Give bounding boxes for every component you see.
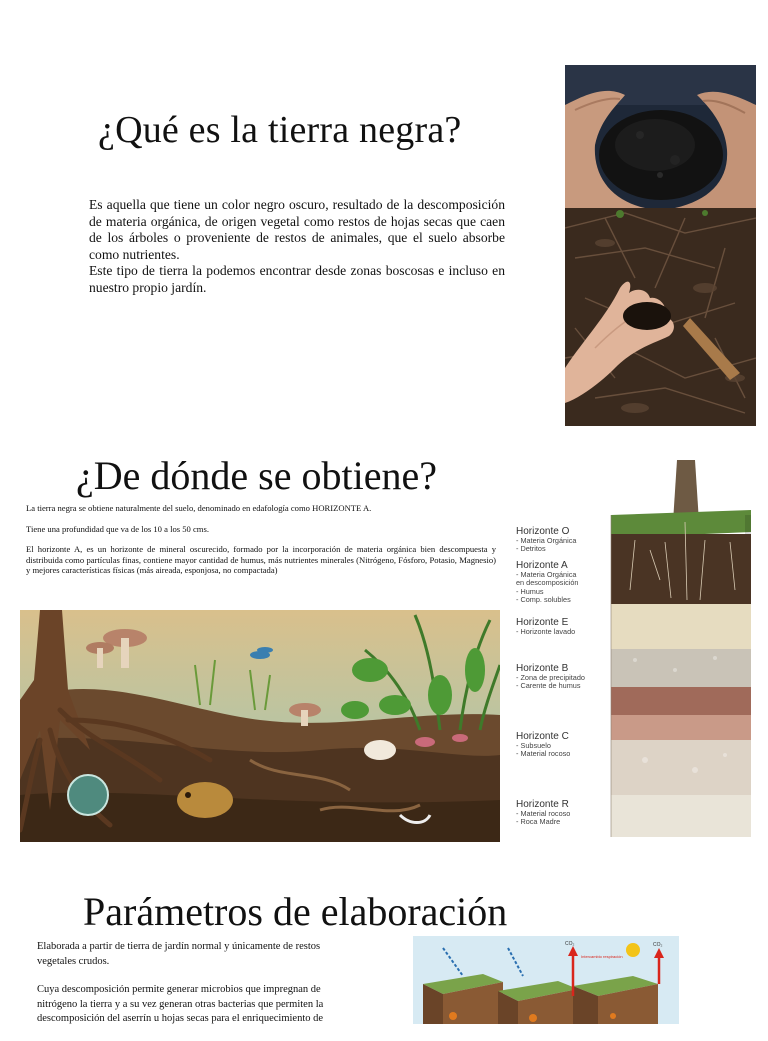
- section-title-donde-se-obtiene: ¿De dónde se obtiene?: [76, 453, 437, 498]
- horizon-detail: - Material rocoso: [516, 749, 571, 759]
- paragraph: Es aquella que tiene un color negro oscuro, resultado de la descomposición de materia orgánica, de origen vegetal como restos de hojas secas que caen de los árboles o proveniente de restos de animales, que el suelo absorbe como nutrientes.: [89, 197, 505, 262]
- section-title-que-es: ¿Qué es la tierra negra?: [98, 109, 462, 151]
- section-title-parametros: Parámetros de elaboración: [83, 889, 508, 934]
- forest-floor-soil-photo: [565, 208, 756, 426]
- hands-holding-soil-photo: [565, 65, 756, 208]
- co2-label: CO₂: [565, 941, 575, 947]
- horizon-detail: - Horizonte lavado: [516, 627, 576, 636]
- horizon-detail: - Zona de precipitado: [516, 673, 585, 682]
- horizon-detail: - Roca Madre: [516, 817, 561, 827]
- horizon-r-label: [516, 799, 612, 827]
- paragraph: La tierra negra se obtiene naturalmente del suelo, denominado en edafología como HORIZONTE A.: [26, 503, 372, 513]
- section-body-donde-se-obtiene: [26, 503, 496, 586]
- horizon-name: Horizonte C: [516, 731, 569, 742]
- paragraph: Tiene una profundidad que va de los 10 a los 50 cms.: [26, 523, 209, 534]
- horizon-name: Horizonte R: [516, 799, 569, 810]
- annotation-label: Intercambio respiración: [581, 954, 623, 959]
- horizon-name: Horizonte O: [516, 526, 570, 537]
- paragraph: Elaborada a partir de tierra de jardín normal y únicamente de restos vegetales crudos.: [37, 941, 321, 967]
- horizon-detail: - Materia Orgánica: [516, 536, 577, 545]
- horizon-e-label: [516, 617, 612, 636]
- soil-profile-column: [605, 460, 755, 845]
- horizon-o-label: [516, 526, 612, 554]
- horizon-detail: - Carente de humus: [516, 681, 581, 691]
- horizon-detail: - Humus: [516, 586, 544, 596]
- section-body-que-es: [89, 197, 505, 296]
- paragraph: Este tipo de tierra la podemos encontrar desde zonas boscosas e incluso en nuestro propio jardín.: [89, 263, 505, 295]
- soil-horizon-legend: [516, 526, 612, 846]
- paragraph: El horizonte A, es un horizonte de mineral oscurecido, formado por la incorporación de materia orgánica bien descompuesta y distribuida como partículas finas, contiene mayor cantidad de humus, más nutrientes minerales (Nitrógeno, Fósforo, Potasio, Magnesio) y mejores características físicas (más aireada, esponjosa, no compactada): [26, 544, 496, 575]
- horizon-name: Horizonte A: [516, 560, 568, 571]
- horizon-b-label: [516, 663, 612, 691]
- horizon-detail: - Subsuelo: [516, 741, 551, 750]
- co2-label: CO₂: [653, 942, 663, 948]
- section-body-parametros: [37, 940, 347, 1041]
- horizon-detail: en descomposición: [516, 578, 579, 588]
- horizon-name: Horizonte E: [516, 617, 569, 628]
- horizon-detail: - Comp. solubles: [516, 594, 571, 604]
- co2-exchange-diagram: [413, 936, 679, 1024]
- horizon-name: Horizonte B: [516, 663, 569, 674]
- paragraph: Cuya descomposición permite generar microbios que impregnan de nitrógeno la tierra y a su vez generan otras bacterias que permiten la descomposición del aserrín u hojas secas para el enriquecimiento de: [37, 984, 324, 1024]
- horizon-detail: - Materia Orgánica: [516, 570, 577, 579]
- horizon-detail: - Material rocoso: [516, 809, 571, 818]
- horizon-c-label: [516, 731, 612, 759]
- horizon-a-label: [516, 560, 612, 604]
- horizon-detail: - Detritos: [516, 544, 546, 554]
- soil-ecosystem-illustration: [20, 610, 500, 842]
